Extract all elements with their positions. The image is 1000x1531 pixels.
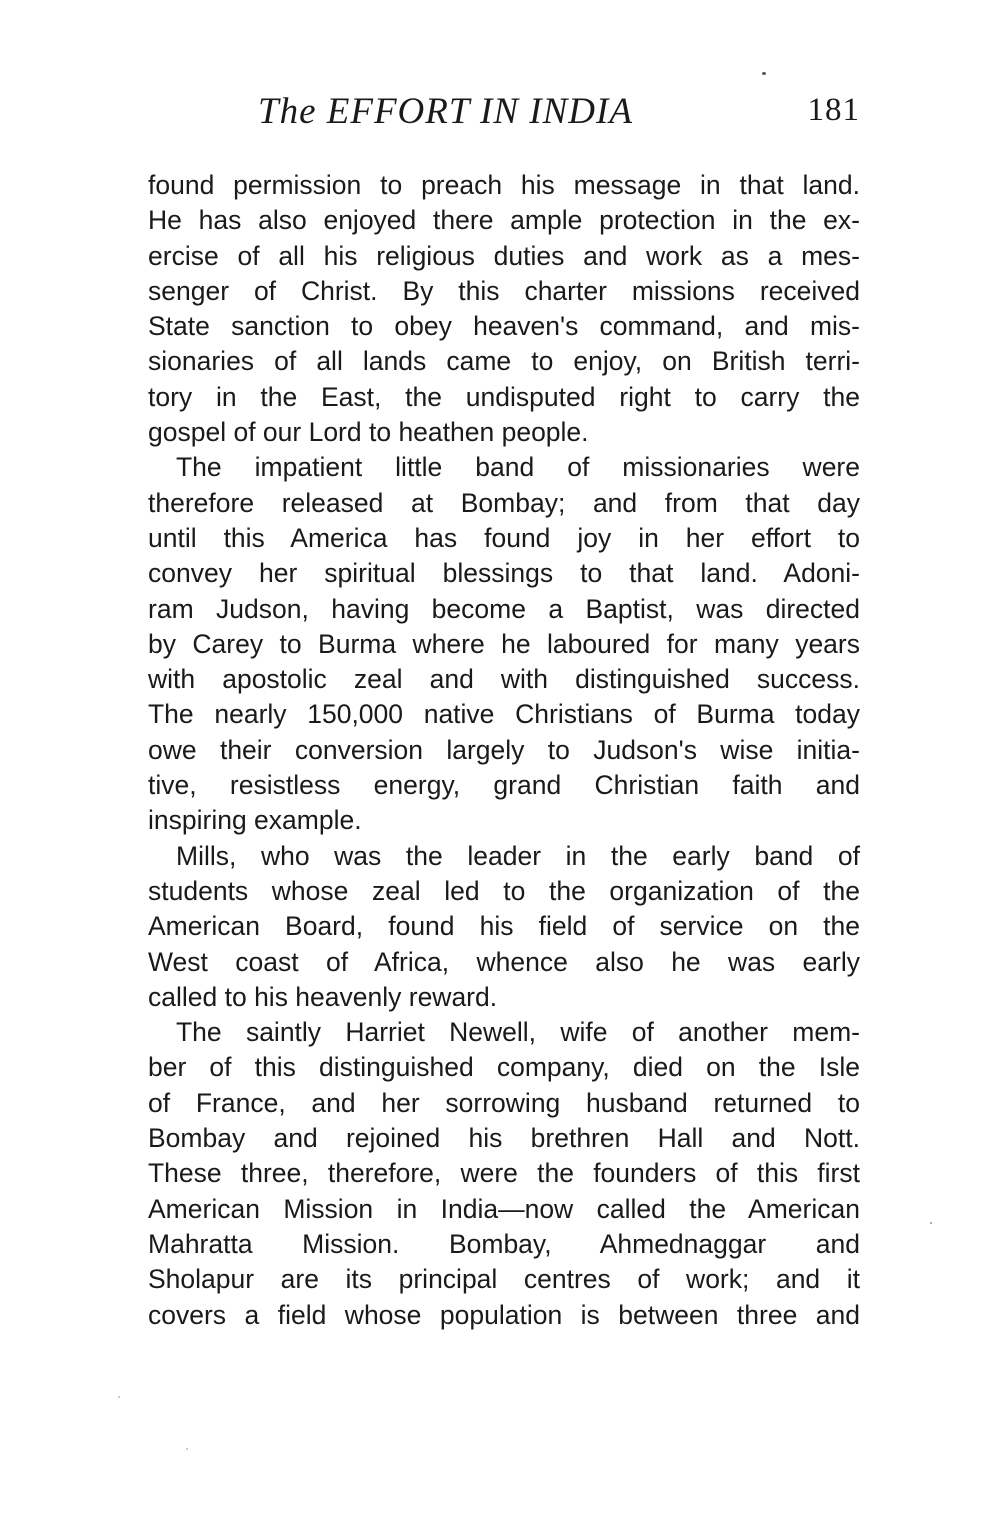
text-line: The saintly Harriet Newell, wife of another mem- bbox=[176, 1017, 860, 1048]
paragraph bbox=[148, 450, 860, 838]
text-line: called to his heavenly reward. bbox=[148, 981, 498, 1012]
scan-speck bbox=[930, 1222, 932, 1224]
text-line: gospel of our Lord to heathen people. bbox=[148, 417, 589, 448]
text-line: students whose zeal led to the organization of the bbox=[148, 875, 860, 906]
text-line: sionaries of all lands came to enjoy, on British terri- bbox=[148, 346, 860, 377]
scan-speck bbox=[762, 72, 766, 75]
text-line: ram Judson, having become a Baptist, was directed bbox=[148, 593, 860, 624]
text-line: West coast of Africa, whence also he was early bbox=[148, 946, 860, 977]
scan-speck bbox=[186, 1448, 188, 1450]
text-line: The nearly 150,000 native Christians of Burma today bbox=[148, 699, 860, 730]
text-line: inspiring example. bbox=[148, 805, 362, 836]
paragraph bbox=[148, 839, 860, 1015]
text-line: therefore released at Bombay; and from that day bbox=[148, 487, 860, 518]
text-line: Bombay and rejoined his brethren Hall and Nott. bbox=[148, 1123, 860, 1154]
text-line: ercise of all his religious duties and work as a mes- bbox=[148, 240, 860, 271]
text-line: tive, resistless energy, grand Christian faith and bbox=[148, 770, 860, 801]
text-line: American Board, found his field of service on the bbox=[148, 911, 860, 942]
text-line: owe their conversion largely to Judson's wise initia- bbox=[148, 734, 860, 765]
body-text bbox=[148, 168, 860, 1333]
text-line: of France, and her sorrowing husband returned to bbox=[148, 1087, 860, 1118]
text-line: Mahratta Mission. Bombay, Ahmednaggar and bbox=[148, 1228, 860, 1259]
text-line: Sholapur are its principal centres of work; and it bbox=[148, 1264, 860, 1295]
scan-speck bbox=[118, 1396, 120, 1398]
running-title: The EFFORT IN INDIA bbox=[258, 91, 633, 132]
text-line: until this America has found joy in her effort to bbox=[148, 522, 860, 553]
text-line: State sanction to obey heaven's command, and mis- bbox=[148, 311, 860, 342]
text-line: by Carey to Burma where he laboured for many years bbox=[148, 628, 860, 659]
text-line: tory in the East, the undisputed right to carry the bbox=[148, 381, 860, 412]
text-line: senger of Christ. By this charter missions received bbox=[148, 275, 860, 306]
paragraph bbox=[148, 1015, 860, 1333]
page-number: 181 bbox=[807, 92, 860, 128]
paragraph bbox=[148, 168, 860, 450]
text-line: American Mission in India—now called the American bbox=[148, 1193, 860, 1224]
text-line: ber of this distinguished company, died on the Isle bbox=[148, 1052, 860, 1083]
text-line: The impatient little band of missionaries were bbox=[176, 452, 860, 483]
text-line: found permission to preach his message in that land. bbox=[148, 170, 860, 200]
text-line: convey her spiritual blessings to that land. Adoni- bbox=[148, 558, 860, 589]
text-line: covers a field whose population is between three and bbox=[148, 1299, 860, 1330]
running-head bbox=[148, 90, 860, 140]
text-line: These three, therefore, were the founders of this first bbox=[148, 1158, 860, 1189]
text-line: Mills, who was the leader in the early band of bbox=[176, 840, 860, 871]
text-line: He has also enjoyed there ample protection in the ex- bbox=[148, 205, 860, 236]
text-line: with apostolic zeal and with distinguished success. bbox=[148, 664, 860, 695]
